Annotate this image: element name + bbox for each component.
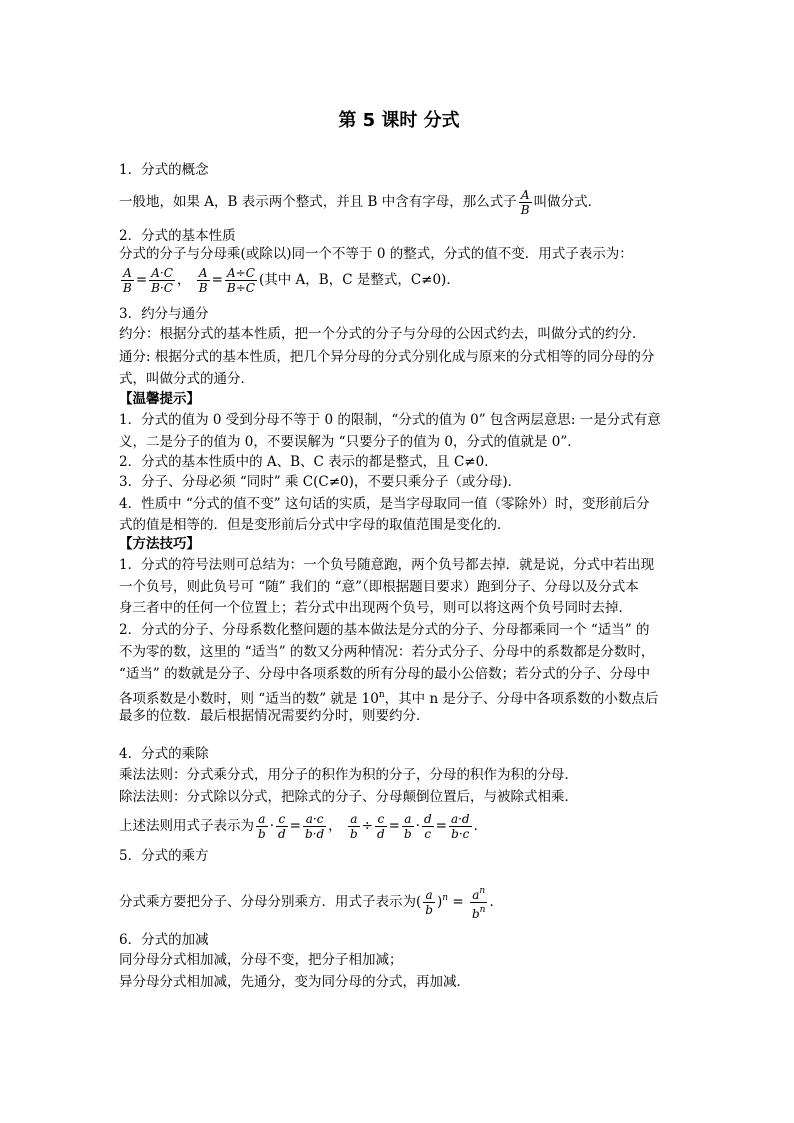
methods-line-8: 最多的位数．最后根据情况需要约分时，则要约分． [119, 708, 430, 724]
section-4-formula: 上述法则用式子表示为 $\frac{a}{b}$ · $\frac{c}{d}$ = $\frac{a\cdot c}{b\cdot d}$ ， $\frac{a}{b}$ ÷ $\frac{c}{d}$ = $\frac{a}{b}$ · $\frac{d}{c}$ = $\frac{a\cdot d}{b\cdot c}$ ． [119, 812, 488, 841]
section-3-line-2: 通分: 根据分式的基本性质，把几个异分母的分式分别化成与原来的分式相等的同分母的分 [119, 349, 655, 365]
tips-line-1: 1．分式的值为 0 受到分母不等于 0 的限制，“分式的值为 0” 包含两层意思: 一是分式有意 [119, 412, 661, 428]
methods-line-4: 2．分式的分子、分母系数化整问题的基本做法是分式的分子、分母都乘同一个 “适当” 的 [119, 622, 650, 638]
section-3-line-3: 式，叫做分式的通分． [119, 371, 254, 387]
section-6-line-2: 异分母分式相加减，先通分，变为同分母的分式，再加减． [119, 974, 470, 990]
tips-line-3: 2．分式的基本性质中的 A、B、C 表示的都是整式，且 C≠0． [119, 454, 498, 470]
methods-line-6: “适当” 的数就是分子、分母中各项系数的所有分母的最小公倍数；若分式的分子、分母中 [119, 666, 651, 682]
section-6-heading: 6．分式的加减 [119, 932, 209, 948]
fraction-a-over-b: $\frac{A}{B}$ [520, 188, 530, 217]
tips-heading: 【温馨提示】 [119, 391, 200, 407]
section-6-line-1: 同分母分式相加减，分母不变，把分子相加减； [119, 952, 403, 968]
section-4-line-1: 乘法法则：分式乘分式，用分子的积作为积的分子，分母的积作为积的分母． [119, 767, 578, 783]
section-4-heading: 4．分式的乘除 [119, 746, 209, 762]
tips-line-5: 4．性质中 “分式的值不变” 这句话的实质，是当字母取同一值（零除外）时，变形前后分 [119, 496, 650, 512]
page-title: 第 5 课时 分式 [338, 110, 460, 131]
section-4-line-2: 除法法则：分式除以分式，把除式的分子、分母颠倒位置后，与被除式相乘． [119, 789, 578, 805]
section-1-heading: 1．分式的概念 [119, 162, 209, 178]
section-3-line-1: 约分：根据分式的基本性质，把一个分式的分子与分母的公因式约去，叫做分式的约分． [119, 326, 646, 342]
section-2-text: 分式的分子与分母乘(或除以)同一个不等于 0 的整式，分式的值不变．用式子表示为： [119, 246, 633, 262]
section-2-formula: $\frac{A}{B}$ = $\frac{A\cdot C}{B\cdot C}$ ， $\frac{A}{B}$ = $\frac{A\div C}{B\div C}$ (其中 A，B，C 是整式，C≠0)． [123, 266, 460, 295]
methods-line-2: 一个负号，则此负号可 “随” 我们的 “意”（即根据题目要求）跑到分子、分母以及分式本 [119, 579, 639, 595]
section-2-heading: 2．分式的基本性质 [119, 228, 236, 244]
methods-line-1: 1．分式的符号法则可总结为：一个负号随意跑，两个负号都去掉．就是说，分式中若出现 [119, 557, 655, 573]
methods-line-3: 身三者中的任何一个位置上；若分式中出现两个负号，则可以将这两个负号同时去掉． [119, 600, 632, 616]
section-5-heading: 5．分式的乘方 [119, 848, 209, 864]
tips-line-6: 式的值是相等的．但是变形前后分式中字母的取值范围是变化的． [119, 517, 511, 533]
tips-line-2: 义，二是分子的值为 0，不要误解为 “只要分子的值为 0，分式的值就是 0”． [119, 434, 581, 450]
section-3-heading: 3．约分与通分 [119, 306, 209, 322]
methods-line-5: 不为零的数，这里的 “适当” 的数又分两种情况：若分式分子、分母中的系数都是分数时， [119, 644, 655, 660]
methods-line-7: 各项系数是小数时，则 “适当的数” 就是 10$^n$，其中 n 是分子、分母中各项系数的小数点后 [119, 690, 659, 707]
section-5-formula: 分式乘方要把分子、分母分别乘方．用式子表示为( $\frac{a}{b}$ )$^n$ = $\frac{a^n}{b^n}$ ． [119, 886, 503, 921]
section-1-text: 一般地，如果 A，B 表示两个整式，并且 B 中含有字母，那么式子 $\frac{A}{B}$ 叫做分式． [119, 188, 602, 217]
tips-line-4: 3．分子、分母必须 “同时” 乘 C(C≠0)，不要只乘分子（或分母)． [119, 474, 522, 490]
methods-heading: 【方法技巧】 [119, 536, 200, 552]
